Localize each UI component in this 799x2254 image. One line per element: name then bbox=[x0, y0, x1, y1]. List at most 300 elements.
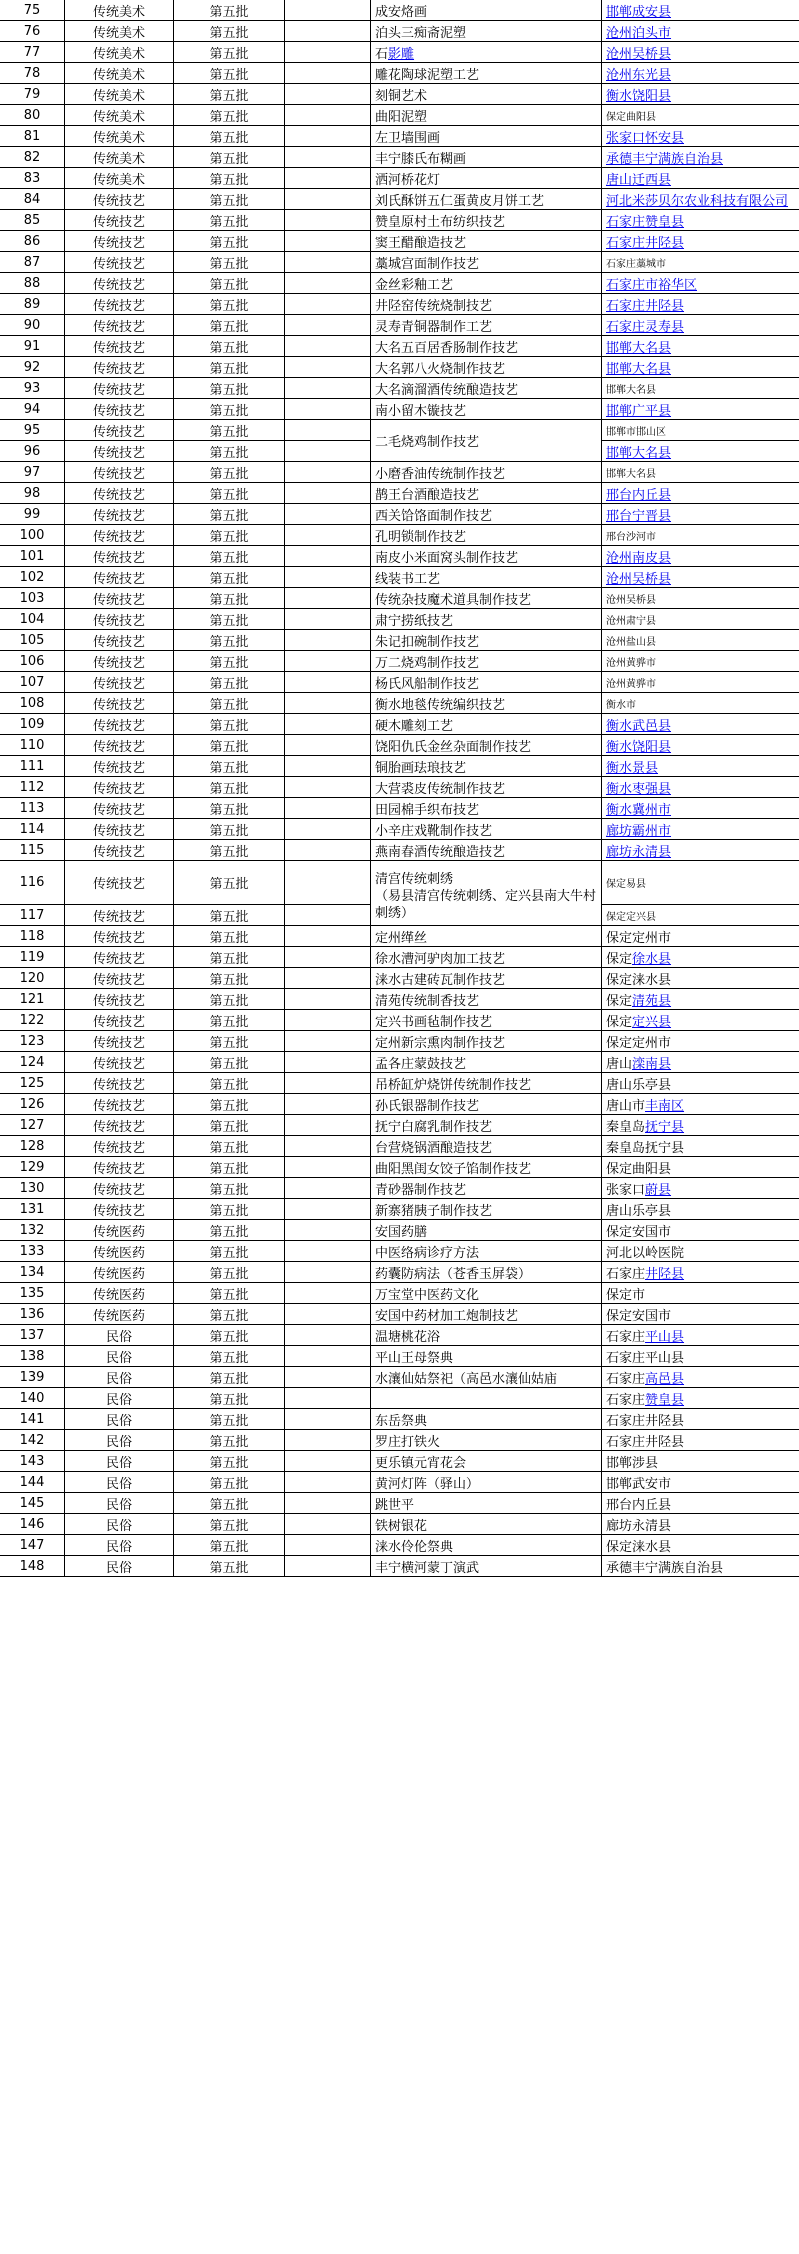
location-cell: 沧州黄骅市 bbox=[602, 672, 799, 693]
location-cell bbox=[602, 777, 799, 798]
location-cell: 河北以岭医院 bbox=[602, 1241, 799, 1262]
table-row bbox=[0, 210, 799, 231]
blank-cell bbox=[285, 588, 371, 609]
table-row bbox=[0, 42, 799, 63]
blank-cell bbox=[285, 1409, 371, 1430]
location-cell: 沧州盐山县 bbox=[602, 630, 799, 651]
location-cell bbox=[602, 840, 799, 861]
blank-cell bbox=[285, 735, 371, 756]
category-cell: 传统技艺 bbox=[65, 1157, 174, 1178]
batch-cell: 第五批 bbox=[174, 1304, 285, 1325]
batch-cell: 第五批 bbox=[174, 1178, 285, 1199]
location-cell bbox=[602, 189, 799, 210]
table-row bbox=[0, 483, 799, 504]
location-cell: 承德丰宁满族自治县 bbox=[602, 1556, 799, 1577]
item-name-cell: 铜胎画珐琅技艺 bbox=[371, 756, 602, 777]
location-cell: 邢台沙河市 bbox=[602, 525, 799, 546]
table-row bbox=[0, 1346, 799, 1367]
table-row bbox=[0, 189, 799, 210]
table-row bbox=[0, 651, 799, 672]
row-number: 85 bbox=[0, 210, 65, 231]
category-cell: 传统技艺 bbox=[65, 693, 174, 714]
batch-cell: 第五批 bbox=[174, 1199, 285, 1220]
item-name-cell: 跳世平 bbox=[371, 1493, 602, 1514]
location-link[interactable]: 张家口怀安县 bbox=[606, 130, 685, 146]
item-name-cell: 新寨猪胰子制作技艺 bbox=[371, 1199, 602, 1220]
item-name-cell: 孙氏银器制作技艺 bbox=[371, 1094, 602, 1115]
item-name-cell: 窦王醋酿造技艺 bbox=[371, 231, 602, 252]
blank-cell bbox=[285, 0, 371, 21]
batch-cell: 第五批 bbox=[174, 546, 285, 567]
location-link[interactable]: 清苑县 bbox=[632, 993, 672, 1009]
table-row bbox=[0, 947, 799, 968]
batch-cell: 第五批 bbox=[174, 147, 285, 168]
blank-cell bbox=[285, 1199, 371, 1220]
table-row bbox=[0, 588, 799, 609]
table-row bbox=[0, 1514, 799, 1535]
table-row bbox=[0, 1535, 799, 1556]
location-link[interactable]: 邢台宁晋县 bbox=[606, 508, 672, 524]
location-link[interactable]: 邢台内丘县 bbox=[606, 487, 672, 503]
location-link[interactable]: 衡水饶阳县 bbox=[606, 739, 672, 755]
category-cell: 民俗 bbox=[65, 1430, 174, 1451]
table-row bbox=[0, 693, 799, 714]
location-link[interactable]: 沧州吴桥县 bbox=[606, 46, 672, 62]
location-link[interactable]: 蔚县 bbox=[645, 1182, 672, 1198]
category-cell: 传统美术 bbox=[65, 21, 174, 42]
blank-cell bbox=[285, 252, 371, 273]
blank-cell bbox=[285, 462, 371, 483]
blank-cell bbox=[285, 1283, 371, 1304]
batch-cell: 第五批 bbox=[174, 693, 285, 714]
location-link[interactable]: 邯郸成安县 bbox=[606, 4, 672, 20]
category-cell: 民俗 bbox=[65, 1325, 174, 1346]
location-cell bbox=[602, 0, 799, 21]
category-cell: 传统技艺 bbox=[65, 861, 174, 905]
blank-cell bbox=[285, 1346, 371, 1367]
row-number: 108 bbox=[0, 693, 65, 714]
location-cell bbox=[602, 21, 799, 42]
table-row bbox=[0, 420, 799, 441]
location-link[interactable]: 沧州南皮县 bbox=[606, 550, 672, 566]
location-cell bbox=[602, 273, 799, 294]
item-name-cell: 左卫墙围画 bbox=[371, 126, 602, 147]
blank-cell bbox=[285, 609, 371, 630]
table-row bbox=[0, 1178, 799, 1199]
table-row bbox=[0, 105, 799, 126]
batch-cell: 第五批 bbox=[174, 84, 285, 105]
row-number: 94 bbox=[0, 399, 65, 420]
category-cell: 传统技艺 bbox=[65, 441, 174, 462]
blank-cell bbox=[285, 1241, 371, 1262]
category-cell: 传统技艺 bbox=[65, 1136, 174, 1157]
item-name-cell: 杨氏风船制作技艺 bbox=[371, 672, 602, 693]
batch-cell: 第五批 bbox=[174, 483, 285, 504]
item-name-cell: 金丝彩釉工艺 bbox=[371, 273, 602, 294]
location-cell bbox=[602, 819, 799, 840]
table-row bbox=[0, 861, 799, 905]
row-number: 81 bbox=[0, 126, 65, 147]
batch-cell: 第五批 bbox=[174, 378, 285, 399]
item-name-cell: 安国药膳 bbox=[371, 1220, 602, 1241]
table-row bbox=[0, 926, 799, 947]
location-prefix: 保定 bbox=[606, 1014, 633, 1030]
blank-cell bbox=[285, 1178, 371, 1199]
blank-cell bbox=[285, 1157, 371, 1178]
category-cell: 传统医药 bbox=[65, 1283, 174, 1304]
location-link[interactable]: 抚宁县 bbox=[645, 1119, 685, 1135]
row-number: 135 bbox=[0, 1283, 65, 1304]
table-row bbox=[0, 1367, 799, 1388]
table-row bbox=[0, 756, 799, 777]
row-number: 124 bbox=[0, 1052, 65, 1073]
item-name-cell: 黄河灯阵（驿山） bbox=[371, 1472, 602, 1493]
location-cell bbox=[602, 84, 799, 105]
row-number: 143 bbox=[0, 1451, 65, 1472]
batch-cell: 第五批 bbox=[174, 525, 285, 546]
category-cell: 传统美术 bbox=[65, 147, 174, 168]
location-cell: 唐山乐亭县 bbox=[602, 1199, 799, 1220]
category-cell: 传统医药 bbox=[65, 1304, 174, 1325]
category-cell: 传统技艺 bbox=[65, 1010, 174, 1031]
location-cell bbox=[602, 1010, 799, 1031]
batch-cell: 第五批 bbox=[174, 1220, 285, 1241]
location-cell bbox=[602, 947, 799, 968]
item-name-cell: 徐水漕河驴肉加工技艺 bbox=[371, 947, 602, 968]
location-prefix: 石家庄 bbox=[606, 1266, 646, 1282]
row-number: 89 bbox=[0, 294, 65, 315]
table-row bbox=[0, 63, 799, 84]
blank-cell bbox=[285, 1325, 371, 1346]
item-name-link[interactable]: 影雕 bbox=[388, 46, 415, 62]
blank-cell bbox=[285, 441, 371, 462]
batch-cell: 第五批 bbox=[174, 819, 285, 840]
location-link[interactable]: 廊坊霸州市 bbox=[606, 823, 672, 839]
location-prefix: 保定 bbox=[606, 993, 633, 1009]
location-link[interactable]: 沧州泊头市 bbox=[606, 25, 672, 41]
table-row bbox=[0, 126, 799, 147]
location-link[interactable]: 石家庄井陉县 bbox=[606, 235, 685, 251]
location-cell bbox=[602, 1115, 799, 1136]
category-cell: 传统技艺 bbox=[65, 504, 174, 525]
location-cell: 邢台内丘县 bbox=[602, 1493, 799, 1514]
category-cell: 传统技艺 bbox=[65, 819, 174, 840]
location-link[interactable]: 石家庄市裕华区 bbox=[606, 277, 698, 293]
row-number: 140 bbox=[0, 1388, 65, 1409]
item-name-text: 泊头三痴斋泥塑 bbox=[375, 25, 467, 41]
row-number: 121 bbox=[0, 989, 65, 1010]
row-number: 102 bbox=[0, 567, 65, 588]
batch-cell: 第五批 bbox=[174, 567, 285, 588]
blank-cell bbox=[285, 756, 371, 777]
blank-cell bbox=[285, 672, 371, 693]
row-number: 97 bbox=[0, 462, 65, 483]
location-prefix: 石家庄 bbox=[606, 1392, 646, 1408]
table-row bbox=[0, 1304, 799, 1325]
blank-cell bbox=[285, 567, 371, 588]
table-row bbox=[0, 1010, 799, 1031]
batch-cell: 第五批 bbox=[174, 861, 285, 905]
blank-cell bbox=[285, 1220, 371, 1241]
item-name-cell: 吊桥缸炉烧饼传统制作技艺 bbox=[371, 1073, 602, 1094]
blank-cell bbox=[285, 84, 371, 105]
location-cell bbox=[602, 168, 799, 189]
category-cell: 传统美术 bbox=[65, 168, 174, 189]
location-link[interactable]: 丰南区 bbox=[645, 1098, 685, 1114]
batch-cell: 第五批 bbox=[174, 968, 285, 989]
location-cell bbox=[602, 147, 799, 168]
location-cell bbox=[602, 399, 799, 420]
location-cell: 保定市 bbox=[602, 1283, 799, 1304]
location-link[interactable]: 赞皇县 bbox=[645, 1392, 685, 1408]
table-row bbox=[0, 1241, 799, 1262]
location-link[interactable]: 邯郸广平县 bbox=[606, 403, 672, 419]
location-cell: 邯郸武安市 bbox=[602, 1472, 799, 1493]
blank-cell bbox=[285, 1451, 371, 1472]
item-name-cell: 大名郭八火烧制作技艺 bbox=[371, 357, 602, 378]
item-name-cell: 丰宁横河蒙丁演武 bbox=[371, 1556, 602, 1577]
location-cell bbox=[602, 1325, 799, 1346]
batch-cell: 第五批 bbox=[174, 1136, 285, 1157]
location-link[interactable]: 唐山迁西县 bbox=[606, 172, 672, 188]
location-cell bbox=[602, 735, 799, 756]
location-cell: 唐山乐亭县 bbox=[602, 1073, 799, 1094]
item-name-cell: 衡水地毯传统编织技艺 bbox=[371, 693, 602, 714]
category-cell: 传统技艺 bbox=[65, 252, 174, 273]
row-number: 126 bbox=[0, 1094, 65, 1115]
row-number: 76 bbox=[0, 21, 65, 42]
blank-cell bbox=[285, 1472, 371, 1493]
batch-cell: 第五批 bbox=[174, 126, 285, 147]
row-number: 82 bbox=[0, 147, 65, 168]
item-name-cell: 大营裘皮传统制作技艺 bbox=[371, 777, 602, 798]
blank-cell bbox=[285, 1535, 371, 1556]
item-name-cell: 涞水古建砖瓦制作技艺 bbox=[371, 968, 602, 989]
blank-cell bbox=[285, 861, 371, 905]
category-cell: 传统技艺 bbox=[65, 609, 174, 630]
batch-cell: 第五批 bbox=[174, 1493, 285, 1514]
category-cell: 传统技艺 bbox=[65, 483, 174, 504]
location-link[interactable]: 廊坊永清县 bbox=[606, 844, 672, 860]
row-number: 128 bbox=[0, 1136, 65, 1157]
location-link[interactable]: 石家庄井陉县 bbox=[606, 298, 685, 314]
location-link[interactable]: 定兴县 bbox=[632, 1014, 672, 1030]
location-link[interactable]: 高邑县 bbox=[645, 1371, 685, 1387]
blank-cell bbox=[285, 1262, 371, 1283]
row-number: 139 bbox=[0, 1367, 65, 1388]
item-name-cell: 中医络病诊疗方法 bbox=[371, 1241, 602, 1262]
category-cell: 传统技艺 bbox=[65, 735, 174, 756]
location-link[interactable]: 徐水县 bbox=[632, 951, 672, 967]
blank-cell bbox=[285, 168, 371, 189]
location-link[interactable]: 衡水武邑县 bbox=[606, 718, 672, 734]
batch-cell: 第五批 bbox=[174, 1556, 285, 1577]
item-name-cell: 线装书工艺 bbox=[371, 567, 602, 588]
table-row bbox=[0, 1556, 799, 1577]
location-cell: 沧州肃宁县 bbox=[602, 609, 799, 630]
item-name-cell: 刻铜艺术 bbox=[371, 84, 602, 105]
row-number: 75 bbox=[0, 0, 65, 21]
category-cell: 传统技艺 bbox=[65, 1178, 174, 1199]
location-link[interactable]: 平山县 bbox=[645, 1329, 685, 1345]
location-cell: 沧州黄骅市 bbox=[602, 651, 799, 672]
batch-cell: 第五批 bbox=[174, 273, 285, 294]
location-link[interactable]: 邯郸大名县 bbox=[606, 445, 672, 461]
location-link[interactable]: 承德丰宁满族自治县 bbox=[606, 151, 724, 167]
row-number: 136 bbox=[0, 1304, 65, 1325]
item-name-cell bbox=[371, 1388, 602, 1409]
category-cell: 传统技艺 bbox=[65, 294, 174, 315]
category-cell: 传统技艺 bbox=[65, 777, 174, 798]
item-name-cell: 孔明锁制作技艺 bbox=[371, 525, 602, 546]
item-name-cell bbox=[371, 21, 602, 42]
row-number: 132 bbox=[0, 1220, 65, 1241]
batch-cell: 第五批 bbox=[174, 1262, 285, 1283]
location-link[interactable]: 衡水冀州市 bbox=[606, 802, 672, 818]
table-row bbox=[0, 840, 799, 861]
item-name-cell: 鹊王台酒酿造技艺 bbox=[371, 483, 602, 504]
category-cell: 传统美术 bbox=[65, 126, 174, 147]
location-link[interactable]: 邯郸大名县 bbox=[606, 340, 672, 356]
row-number: 103 bbox=[0, 588, 65, 609]
blank-cell bbox=[285, 63, 371, 84]
item-name-cell bbox=[371, 861, 602, 926]
location-cell bbox=[602, 63, 799, 84]
table-row bbox=[0, 1451, 799, 1472]
category-cell: 传统技艺 bbox=[65, 525, 174, 546]
blank-cell bbox=[285, 1136, 371, 1157]
row-number: 101 bbox=[0, 546, 65, 567]
category-cell: 民俗 bbox=[65, 1367, 174, 1388]
row-number: 88 bbox=[0, 273, 65, 294]
location-link[interactable]: 衡水景县 bbox=[606, 760, 659, 776]
blank-cell bbox=[285, 1304, 371, 1325]
batch-cell: 第五批 bbox=[174, 1346, 285, 1367]
row-number: 93 bbox=[0, 378, 65, 399]
blank-cell bbox=[285, 546, 371, 567]
location-link[interactable]: 滦南县 bbox=[632, 1056, 672, 1072]
table-row bbox=[0, 1073, 799, 1094]
item-name-cell: 水瀼仙姑祭祀（高邑水瀼仙姑庙 bbox=[371, 1367, 602, 1388]
category-cell: 传统技艺 bbox=[65, 420, 174, 441]
batch-cell: 第五批 bbox=[174, 1430, 285, 1451]
blank-cell bbox=[285, 1367, 371, 1388]
item-name-line: （易县清宫传统刺绣、定兴县南大牛村刺绣） bbox=[375, 889, 597, 921]
batch-cell: 第五批 bbox=[174, 0, 285, 21]
item-name-cell: 定州新宗熏肉制作技艺 bbox=[371, 1031, 602, 1052]
blank-cell bbox=[285, 714, 371, 735]
location-cell bbox=[602, 357, 799, 378]
blank-cell bbox=[285, 693, 371, 714]
location-cell bbox=[602, 567, 799, 588]
blank-cell bbox=[285, 777, 371, 798]
table-row bbox=[0, 1031, 799, 1052]
blank-cell bbox=[285, 840, 371, 861]
category-cell: 传统美术 bbox=[65, 105, 174, 126]
batch-cell: 第五批 bbox=[174, 1073, 285, 1094]
row-number: 79 bbox=[0, 84, 65, 105]
batch-cell: 第五批 bbox=[174, 714, 285, 735]
table-row bbox=[0, 1472, 799, 1493]
table-row bbox=[0, 525, 799, 546]
table-row bbox=[0, 1220, 799, 1241]
location-cell bbox=[602, 1367, 799, 1388]
batch-cell: 第五批 bbox=[174, 798, 285, 819]
item-name-cell: 雕花陶球泥塑工艺 bbox=[371, 63, 602, 84]
batch-cell: 第五批 bbox=[174, 947, 285, 968]
category-cell: 传统美术 bbox=[65, 63, 174, 84]
row-number: 95 bbox=[0, 420, 65, 441]
row-number: 145 bbox=[0, 1493, 65, 1514]
row-number: 83 bbox=[0, 168, 65, 189]
row-number: 99 bbox=[0, 504, 65, 525]
item-name-cell: 成安烙画 bbox=[371, 0, 602, 21]
blank-cell bbox=[285, 1556, 371, 1577]
item-name-cell: 青砂器制作技艺 bbox=[371, 1178, 602, 1199]
batch-cell: 第五批 bbox=[174, 1094, 285, 1115]
table-row bbox=[0, 989, 799, 1010]
blank-cell bbox=[285, 1115, 371, 1136]
batch-cell: 第五批 bbox=[174, 315, 285, 336]
category-cell: 传统技艺 bbox=[65, 672, 174, 693]
row-number: 98 bbox=[0, 483, 65, 504]
location-link[interactable]: 沧州吴桥县 bbox=[606, 571, 672, 587]
row-number: 112 bbox=[0, 777, 65, 798]
category-cell: 传统技艺 bbox=[65, 189, 174, 210]
item-name-cell: 清苑传统制香技艺 bbox=[371, 989, 602, 1010]
table-row bbox=[0, 567, 799, 588]
row-number: 125 bbox=[0, 1073, 65, 1094]
batch-cell: 第五批 bbox=[174, 168, 285, 189]
location-prefix: 秦皇岛 bbox=[606, 1119, 646, 1135]
location-link[interactable]: 沧州东光县 bbox=[606, 67, 672, 83]
table-row bbox=[0, 735, 799, 756]
category-cell: 民俗 bbox=[65, 1514, 174, 1535]
item-name-cell: 平山王母祭典 bbox=[371, 1346, 602, 1367]
location-link[interactable]: 衡水饶阳县 bbox=[606, 88, 672, 104]
item-name-cell: 饶阳仇氏金丝杂面制作技艺 bbox=[371, 735, 602, 756]
row-number: 123 bbox=[0, 1031, 65, 1052]
location-link[interactable]: 石家庄灵寿县 bbox=[606, 319, 685, 335]
location-cell bbox=[602, 231, 799, 252]
category-cell: 传统医药 bbox=[65, 1262, 174, 1283]
table-row bbox=[0, 714, 799, 735]
location-cell bbox=[602, 1052, 799, 1073]
category-cell: 传统技艺 bbox=[65, 462, 174, 483]
location-link[interactable]: 井陉县 bbox=[645, 1266, 685, 1282]
row-number: 133 bbox=[0, 1241, 65, 1262]
batch-cell: 第五批 bbox=[174, 105, 285, 126]
batch-cell: 第五批 bbox=[174, 357, 285, 378]
location-cell: 邯郸市邯山区 bbox=[602, 420, 799, 441]
table-row bbox=[0, 1115, 799, 1136]
location-link[interactable]: 邯郸大名县 bbox=[606, 361, 672, 377]
table-row bbox=[0, 168, 799, 189]
location-link[interactable]: 衡水枣强县 bbox=[606, 781, 672, 797]
location-link[interactable]: 河北米莎贝尔农业科技有限公司 bbox=[606, 193, 789, 209]
location-cell bbox=[602, 1388, 799, 1409]
location-cell: 保定安国市 bbox=[602, 1220, 799, 1241]
location-cell bbox=[602, 483, 799, 504]
batch-cell: 第五批 bbox=[174, 1388, 285, 1409]
location-prefix: 石家庄 bbox=[606, 1329, 646, 1345]
category-cell: 传统医药 bbox=[65, 1241, 174, 1262]
batch-cell: 第五批 bbox=[174, 1325, 285, 1346]
category-cell: 传统技艺 bbox=[65, 315, 174, 336]
row-number: 113 bbox=[0, 798, 65, 819]
location-link[interactable]: 石家庄赞皇县 bbox=[606, 214, 685, 230]
row-number: 106 bbox=[0, 651, 65, 672]
